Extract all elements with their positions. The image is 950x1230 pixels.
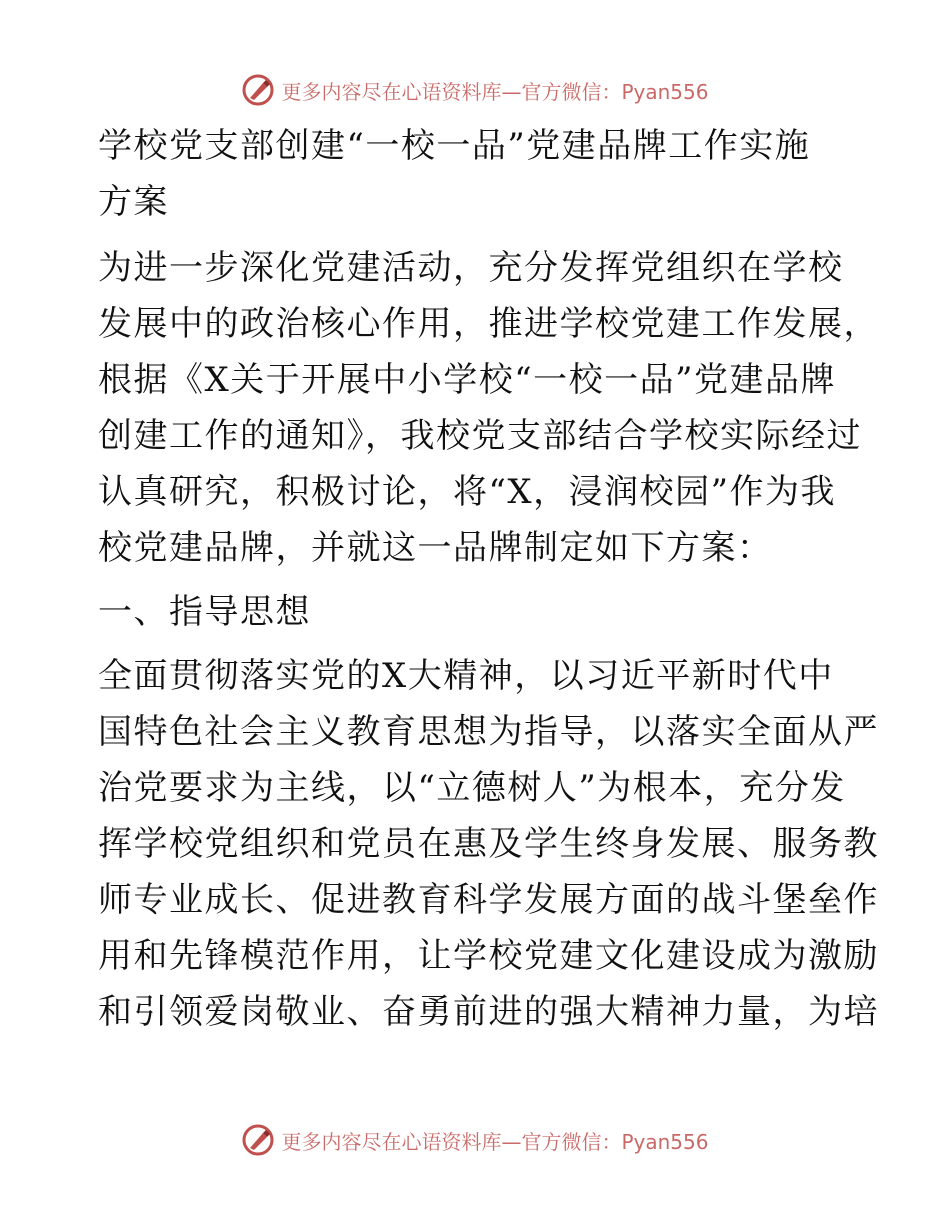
paragraph-line: 根据《X关于开展中小学校“一校一品”党建品牌 (98, 360, 836, 400)
watermark-text: 更多内容尽在心语资料库—官方微信：Pyan556 (281, 79, 709, 104)
paragraph-line: 全面贯彻落实党的X大精神，以习近平新时代中 (98, 656, 834, 696)
document-title-line-2: 方案 (98, 182, 169, 222)
paragraph-line: 师专业成长、促进教育科学发展方面的战斗堡垒作 (98, 880, 879, 920)
paragraph-line: 为进一步深化党建活动，充分发挥党组织在学校 (98, 248, 844, 288)
paragraph-line: 和引领爱岗敬业、奋勇前进的强大精神力量，为培 (98, 992, 879, 1032)
paragraph-line: 创建工作的通知》，我校党支部结合学校实际经过 (98, 416, 862, 456)
section-heading: 一、指导思想 (98, 592, 311, 632)
paragraph-line: 挥学校党组织和党员在惠及学生终身发展、服务教 (98, 824, 879, 864)
paragraph-line: 发展中的政治核心作用，推进学校党建工作发展， (98, 304, 879, 344)
document-title-line-1: 学校党支部创建“一校一品”党建品牌工作实施 (98, 126, 811, 166)
watermark-banner-top (0, 70, 950, 110)
document-body (98, 118, 879, 1040)
paragraph-line: 认真研究，积极讨论，将“X，浸润校园”作为我 (98, 472, 836, 512)
pen-nib-logo-icon (241, 1123, 275, 1157)
paragraph-line: 用和先锋模范作用，让学校党建文化建设成为激励 (98, 936, 879, 976)
watermark-banner-bottom (0, 1120, 950, 1160)
pen-nib-logo-icon (241, 73, 275, 107)
paragraph-line: 校党建品牌，并就这一品牌制定如下方案： (98, 528, 773, 568)
paragraph-line: 国特色社会主义教育思想为指导，以落实全面从严 (98, 712, 879, 752)
watermark-text: 更多内容尽在心语资料库—官方微信：Pyan556 (281, 1129, 709, 1154)
paragraph-line: 治党要求为主线，以“立德树人”为根本，充分发 (98, 768, 846, 808)
